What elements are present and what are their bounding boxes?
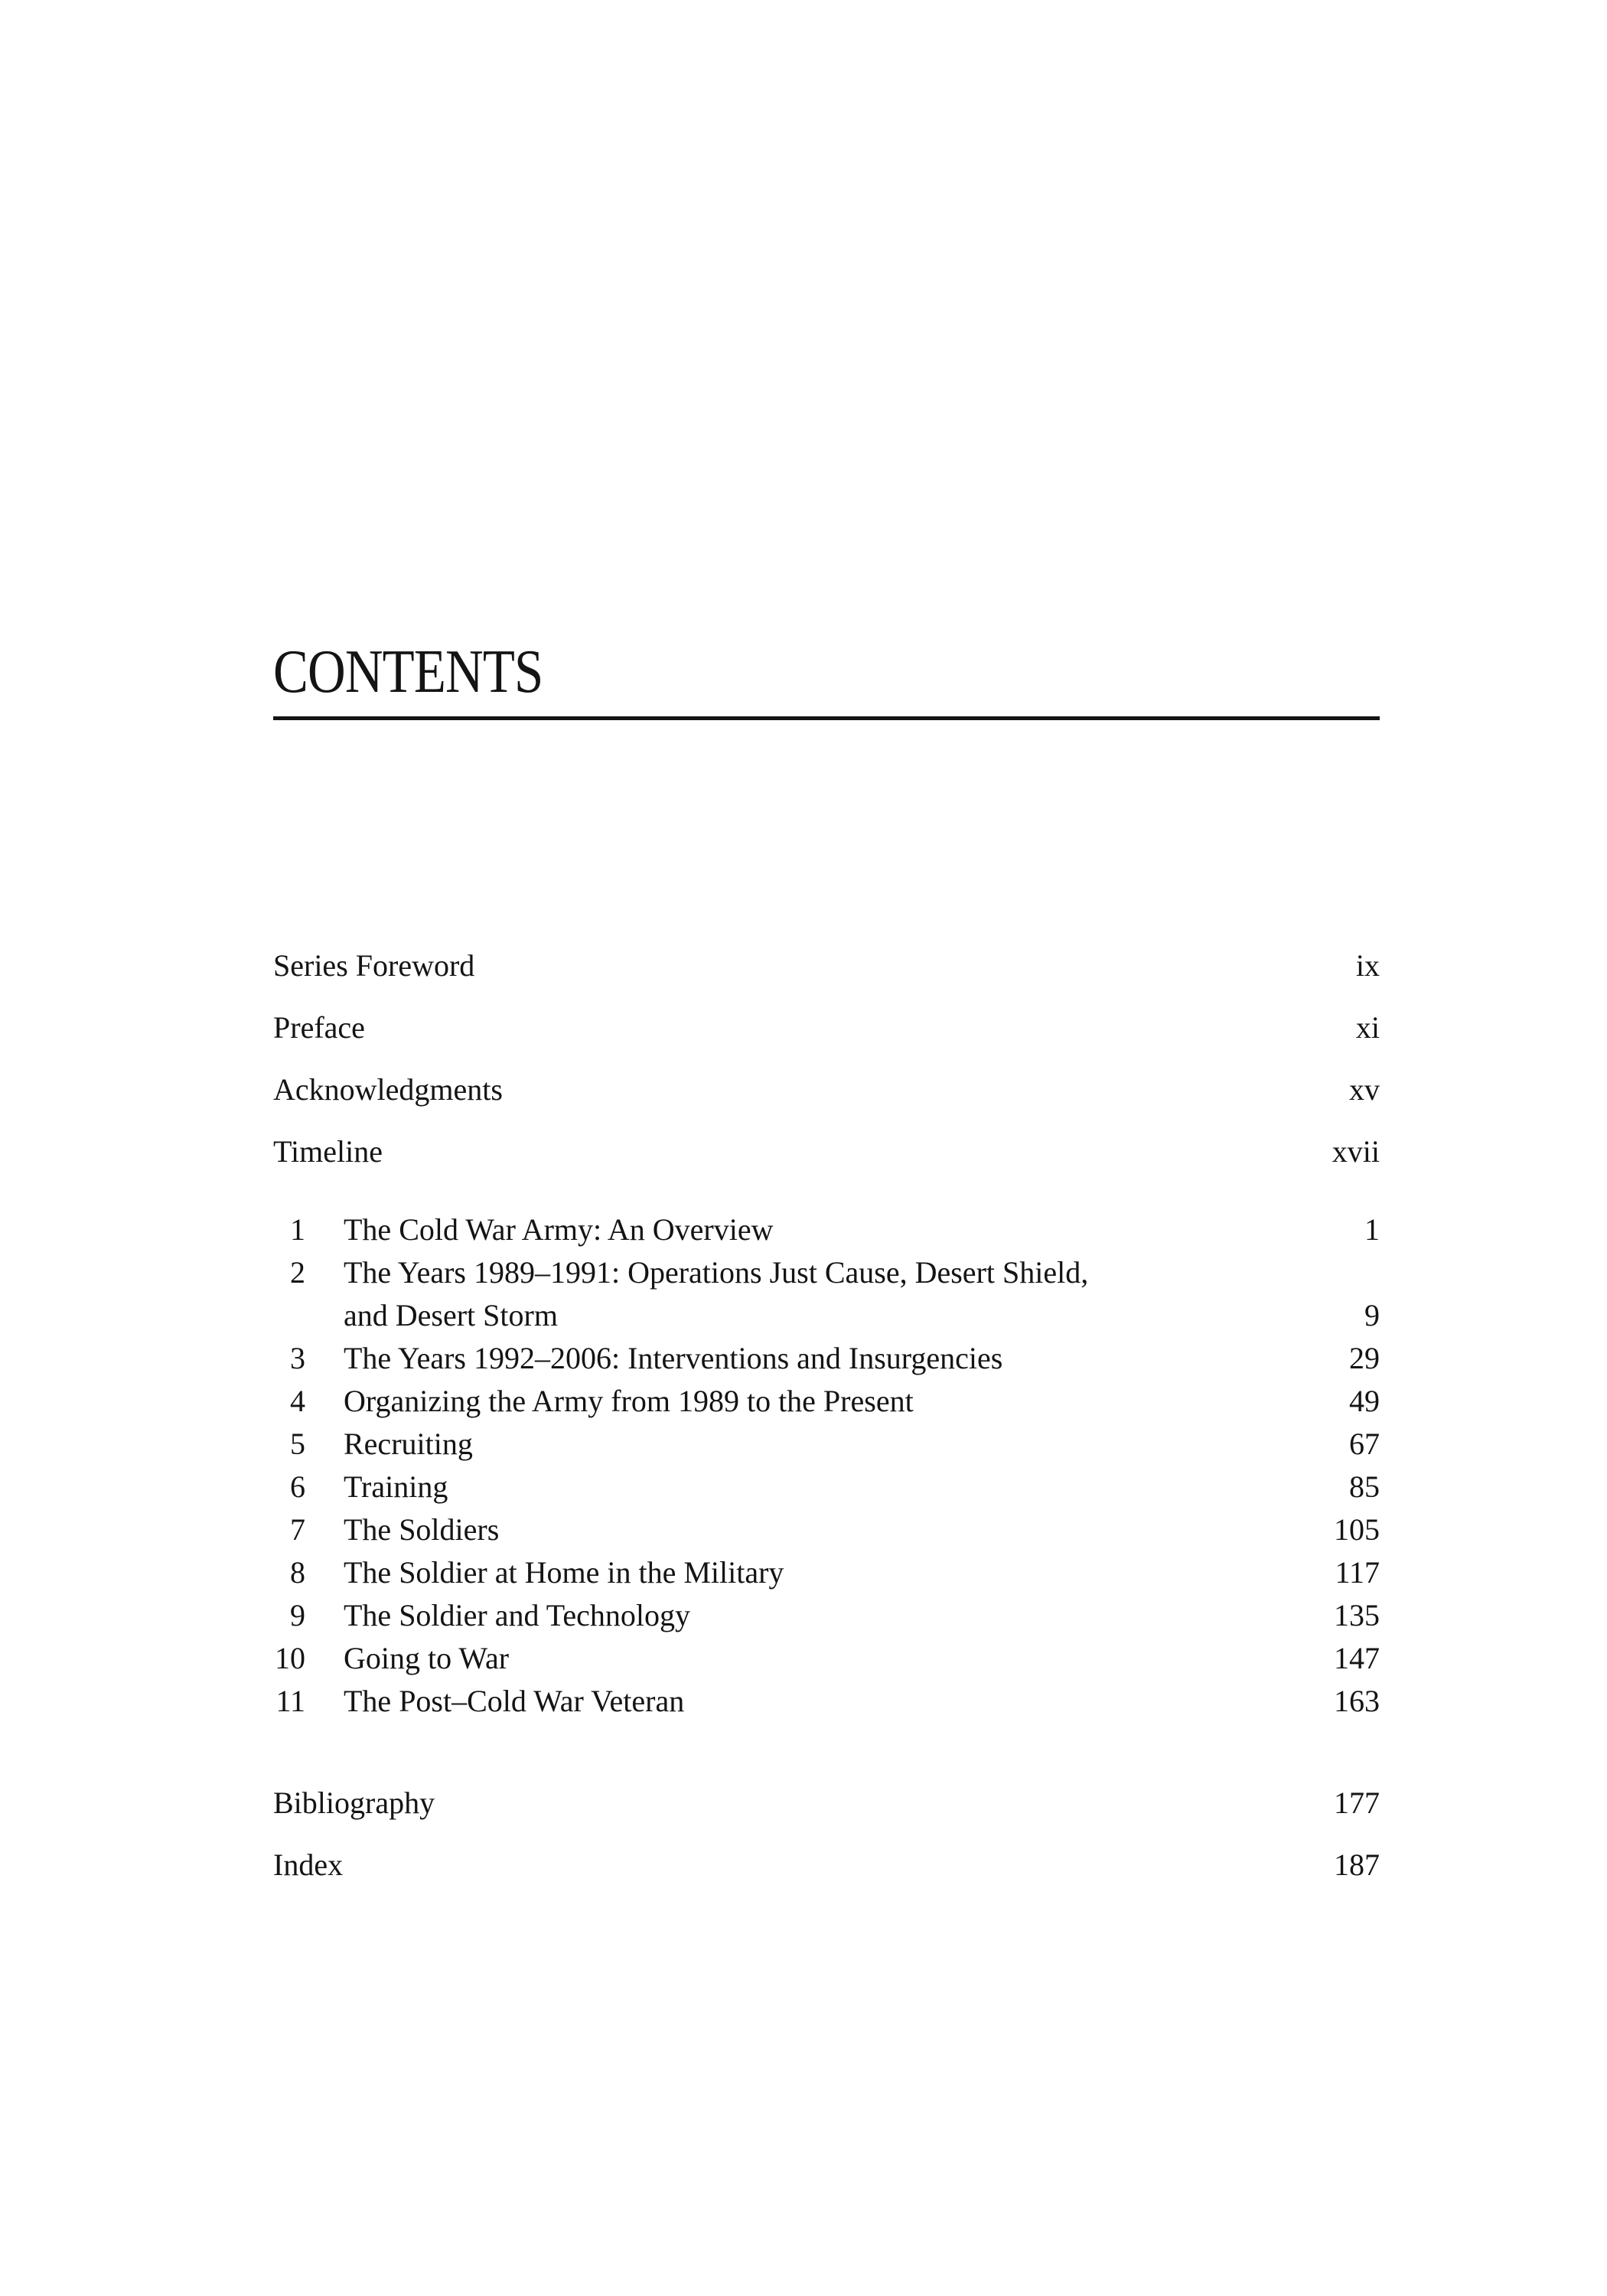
- toc-chapter-2-continued[interactable]: [273, 1294, 1380, 1337]
- chapter-number: 9: [290, 1598, 305, 1632]
- chapter-title: Recruiting: [344, 1427, 473, 1461]
- toc-entry-title: Bibliography: [273, 1786, 435, 1820]
- toc-entry-timeline[interactable]: [273, 1130, 1380, 1173]
- chapter-title: The Post–Cold War Veteran: [344, 1684, 685, 1718]
- toc-chapter-5[interactable]: [273, 1423, 1380, 1466]
- chapter-number: 8: [290, 1555, 305, 1590]
- chapter-number: 4: [290, 1384, 305, 1418]
- toc-chapter-11[interactable]: [273, 1680, 1380, 1723]
- toc-chapter-4[interactable]: [273, 1380, 1380, 1423]
- chapter-title: The Soldiers: [344, 1512, 500, 1547]
- chapter-title: The Soldier at Home in the Military: [344, 1555, 784, 1590]
- chapter-number: 3: [290, 1341, 305, 1375]
- toc-entry-page: xi: [1355, 1010, 1380, 1045]
- toc-chapter-10[interactable]: [273, 1637, 1380, 1680]
- chapter-page: 85: [1349, 1469, 1380, 1504]
- toc-chapter-2[interactable]: [273, 1251, 1380, 1294]
- chapter-page: 105: [1334, 1512, 1380, 1547]
- toc-chapter-7[interactable]: [273, 1508, 1380, 1551]
- chapter-number: 1: [290, 1212, 305, 1247]
- toc-entry-bibliography[interactable]: [273, 1782, 1380, 1825]
- chapter-page: 29: [1349, 1341, 1380, 1375]
- chapter-page: 135: [1334, 1598, 1380, 1632]
- toc-entry-page: 177: [1334, 1786, 1380, 1820]
- toc-entry-page: 187: [1334, 1848, 1380, 1882]
- toc-entry-acknowledgments[interactable]: [273, 1068, 1380, 1111]
- chapter-title: Going to War: [344, 1641, 510, 1675]
- toc-chapter-3[interactable]: [273, 1337, 1380, 1380]
- chapter-number: 2: [290, 1255, 305, 1290]
- chapter-number: 6: [290, 1469, 305, 1504]
- chapter-page: 9: [1364, 1298, 1380, 1332]
- chapter-title: Organizing the Army from 1989 to the Present: [344, 1384, 914, 1418]
- toc-entry-preface[interactable]: [273, 1006, 1380, 1049]
- toc-chapter-8[interactable]: [273, 1551, 1380, 1594]
- toc-chapter-1[interactable]: [273, 1208, 1380, 1251]
- toc-entry-title: Acknowledgments: [273, 1072, 503, 1107]
- toc-entry-page: ix: [1355, 948, 1380, 983]
- toc-entry-title: Series Foreword: [273, 948, 475, 983]
- toc-entry-title: Preface: [273, 1010, 365, 1045]
- toc-entry-title: Timeline: [273, 1134, 383, 1169]
- chapter-title: The Years 1989–1991: Operations Just Cause, Desert Shield,: [344, 1255, 1089, 1290]
- toc-entry-index[interactable]: [273, 1844, 1380, 1887]
- chapter-title: The Cold War Army: An Overview: [344, 1212, 774, 1247]
- heading-rule: [273, 716, 1380, 720]
- chapter-page: 147: [1334, 1641, 1380, 1675]
- contents-heading: CONTENTS: [273, 638, 543, 706]
- chapter-page: 163: [1334, 1684, 1380, 1718]
- chapter-page: 1: [1364, 1212, 1380, 1247]
- chapter-page: 49: [1349, 1384, 1380, 1418]
- toc-chapter-6[interactable]: [273, 1466, 1380, 1508]
- chapter-number: 10: [275, 1641, 305, 1675]
- chapter-title: Training: [344, 1469, 448, 1504]
- chapter-title: The Years 1992–2006: Interventions and Insurgencies: [344, 1341, 1003, 1375]
- chapter-page: 117: [1335, 1555, 1380, 1590]
- chapter-number: 7: [290, 1512, 305, 1547]
- chapter-title-continued: and Desert Storm: [344, 1298, 558, 1332]
- toc-entry-title: Index: [273, 1848, 344, 1882]
- chapter-title: The Soldier and Technology: [344, 1598, 691, 1632]
- toc-entry-page: xv: [1349, 1072, 1380, 1107]
- toc-entry-series-foreword[interactable]: [273, 944, 1380, 987]
- chapter-number: 11: [275, 1684, 305, 1718]
- toc-chapter-9[interactable]: [273, 1594, 1380, 1637]
- toc-entry-page: xvii: [1332, 1134, 1380, 1169]
- chapter-number: 5: [290, 1427, 305, 1461]
- chapter-page: 67: [1349, 1427, 1380, 1461]
